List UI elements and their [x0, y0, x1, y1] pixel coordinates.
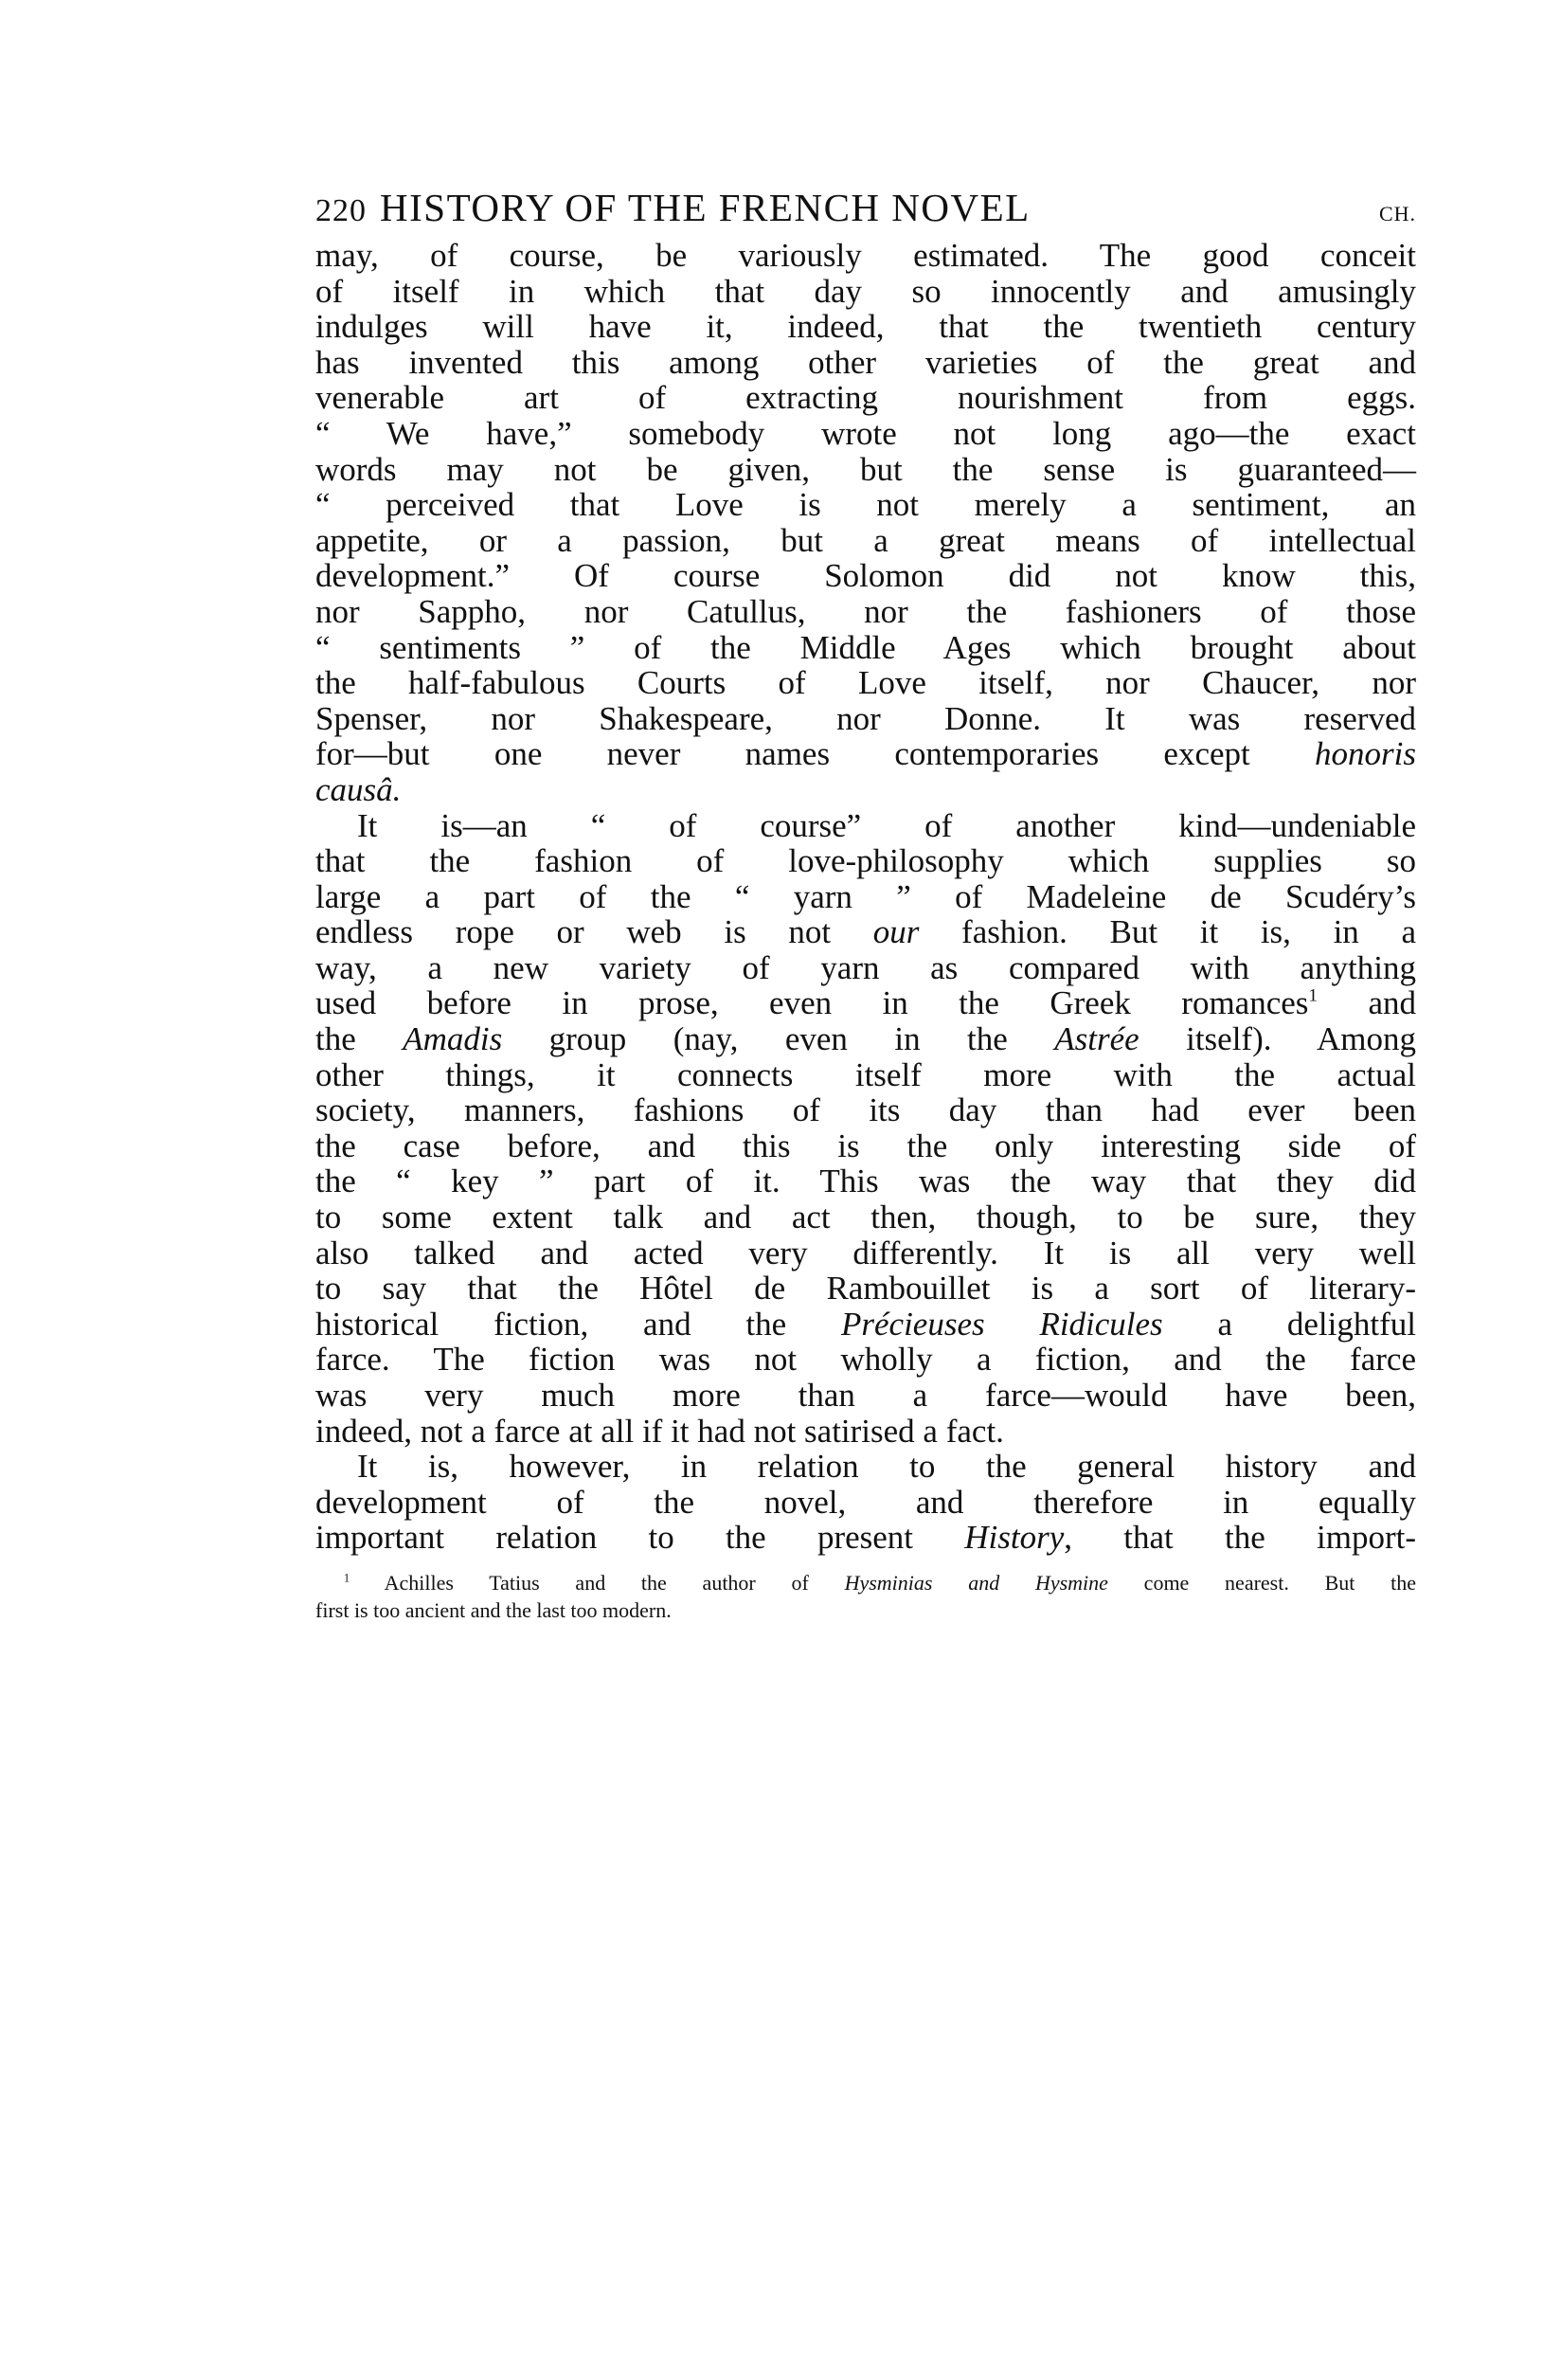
text-line — [315, 1128, 1416, 1164]
text-run: It is, however, in relation to the general history and — [357, 1448, 1416, 1486]
text-run: the “ key ” part of it. This was the way that they did — [315, 1163, 1416, 1200]
text-line — [315, 487, 1416, 523]
text-run: Spenser, nor Shakespeare, nor Donne. It was reserved — [315, 699, 1416, 737]
text-line — [315, 630, 1416, 666]
text-line — [315, 772, 1416, 808]
text-line — [315, 452, 1416, 488]
text-run: of itself in which that day so innocently and amusingly — [315, 272, 1416, 310]
chapter-abbrev: CH. — [1378, 202, 1416, 225]
text-run: society, manners, fashions of its day than had ever been — [315, 1091, 1416, 1129]
text-line — [315, 594, 1416, 630]
italic-text: Amadis — [403, 1020, 503, 1058]
text-line — [315, 1449, 1416, 1485]
text-line — [315, 1021, 1416, 1057]
text-run: , that the import- — [1064, 1519, 1416, 1557]
text-run: for—but one never names contemporaries except — [315, 735, 1316, 773]
text-line — [315, 416, 1416, 452]
text-line — [315, 1520, 1416, 1556]
text-run: also talked and acted very differently. It is all very well — [315, 1234, 1416, 1271]
text-run: may, of course, be variously estimated. The good conceit — [315, 237, 1416, 274]
text-line — [315, 1057, 1416, 1093]
running-header — [315, 186, 1416, 229]
text-run: was very much more than a farce—would have been, — [315, 1377, 1416, 1414]
text-run: to some extent talk and act then, though, to be sure, they — [315, 1199, 1416, 1236]
footnote-line — [315, 1596, 1416, 1624]
text-line — [315, 309, 1416, 345]
text-run: group (nay, even in the — [502, 1020, 1055, 1058]
text-line — [315, 523, 1416, 559]
text-line — [315, 701, 1416, 737]
text-run: to say that the Hôtel de Rambouillet is a sort of literary- — [315, 1270, 1416, 1307]
text-run: farce. The fiction was not wholly a fiction, and the farce — [315, 1341, 1416, 1379]
footnote-marker: 1 — [1308, 986, 1319, 1006]
text-line — [315, 238, 1416, 274]
text-run: and — [1318, 984, 1416, 1022]
text-line — [315, 665, 1416, 701]
italic-text: honoris — [1315, 735, 1416, 773]
italic-text: History — [964, 1519, 1065, 1557]
text-run: that the fashion of love-philosophy which supplies so — [315, 842, 1416, 880]
running-title: HISTORY OF THE FRENCH NOVEL — [380, 186, 1031, 229]
text-line — [315, 736, 1416, 772]
text-run: important relation to the present — [315, 1519, 965, 1557]
text-run: appetite, or a passion, but a great means of intellectual — [315, 521, 1416, 559]
text-run: words may not be given, but the sense is guaranteed— — [315, 450, 1416, 488]
text-line — [315, 843, 1416, 879]
text-run: first is too ancient and the last too modern. — [315, 1598, 672, 1622]
text-run: used before in prose, even in the Greek romances — [315, 984, 1309, 1022]
text-line — [315, 274, 1416, 310]
page-number: 220 — [315, 193, 367, 228]
text-run: “ We have,” somebody wrote not long ago—the exact — [315, 414, 1416, 452]
text-run: itself). Among — [1139, 1020, 1416, 1058]
text-line — [315, 1414, 1416, 1450]
text-run: “ sentiments ” of the Middle Ages which brought about — [315, 628, 1416, 666]
text-run: fashion. But it is, in a — [919, 913, 1417, 951]
text-line — [315, 950, 1416, 986]
text-run: venerable art of extracting nourishment from eggs. — [315, 379, 1416, 417]
footnote-marker: 1 — [344, 1571, 350, 1585]
text-run: the — [315, 1020, 404, 1058]
body-text — [315, 238, 1416, 1556]
text-run: indulges will have it, indeed, that the twentieth century — [315, 308, 1416, 346]
text-run: “ perceived that Love is not merely a sentiment, an — [315, 486, 1416, 524]
text-run: other things, it connects itself more with the actual — [315, 1055, 1416, 1093]
text-line — [315, 985, 1416, 1021]
text-run: It is—an “ of course” of another kind—undeniable — [357, 806, 1416, 844]
text-line — [315, 1163, 1416, 1199]
text-run: Achilles Tatius and the author of — [350, 1571, 845, 1595]
text-line — [315, 1485, 1416, 1521]
text-line — [315, 1378, 1416, 1414]
text-line — [315, 1199, 1416, 1235]
text-run: endless rope or web is not — [315, 913, 873, 951]
text-run: come nearest. But the — [1107, 1571, 1417, 1595]
text-line — [315, 879, 1416, 915]
text-run: historical fiction, and the — [315, 1305, 841, 1343]
text-line — [315, 345, 1416, 381]
italic-text: Précieuses Ridicules — [841, 1305, 1163, 1343]
italic-text: Astrée — [1054, 1020, 1139, 1058]
footnote-line — [315, 1569, 1416, 1596]
text-run: the half-fabulous Courts of Love itself, nor Chaucer, nor — [315, 664, 1416, 702]
italic-text: causâ. — [315, 770, 402, 808]
text-line — [315, 1235, 1416, 1271]
italic-text: Hysminias and Hysmine — [844, 1571, 1108, 1595]
text-line — [315, 808, 1416, 844]
footnotes — [315, 1569, 1416, 1624]
text-run: nor Sappho, nor Catullus, nor the fashioners of those — [315, 592, 1416, 630]
text-run: large a part of the “ yarn ” of Madeleine de Scudéry’s — [315, 877, 1416, 915]
italic-text: our — [872, 913, 920, 951]
text-line — [315, 380, 1416, 416]
text-run: has invented this among other varieties of the great and — [315, 343, 1416, 381]
text-line — [315, 1092, 1416, 1128]
text-line — [315, 558, 1416, 594]
text-line — [315, 914, 1416, 950]
text-run: development of the novel, and therefore in equally — [315, 1483, 1416, 1521]
text-run: a delightful — [1162, 1305, 1416, 1343]
text-line — [315, 1307, 1416, 1343]
text-run: development.” Of course Solomon did not know this, — [315, 557, 1416, 595]
text-run: the case before, and this is the only interesting side of — [315, 1127, 1416, 1164]
text-line — [315, 1342, 1416, 1378]
text-line — [315, 1271, 1416, 1307]
text-run: way, a new variety of yarn as compared with anything — [315, 948, 1416, 986]
text-run: indeed, not a farce at all if it had not satirised a fact. — [315, 1412, 1004, 1450]
